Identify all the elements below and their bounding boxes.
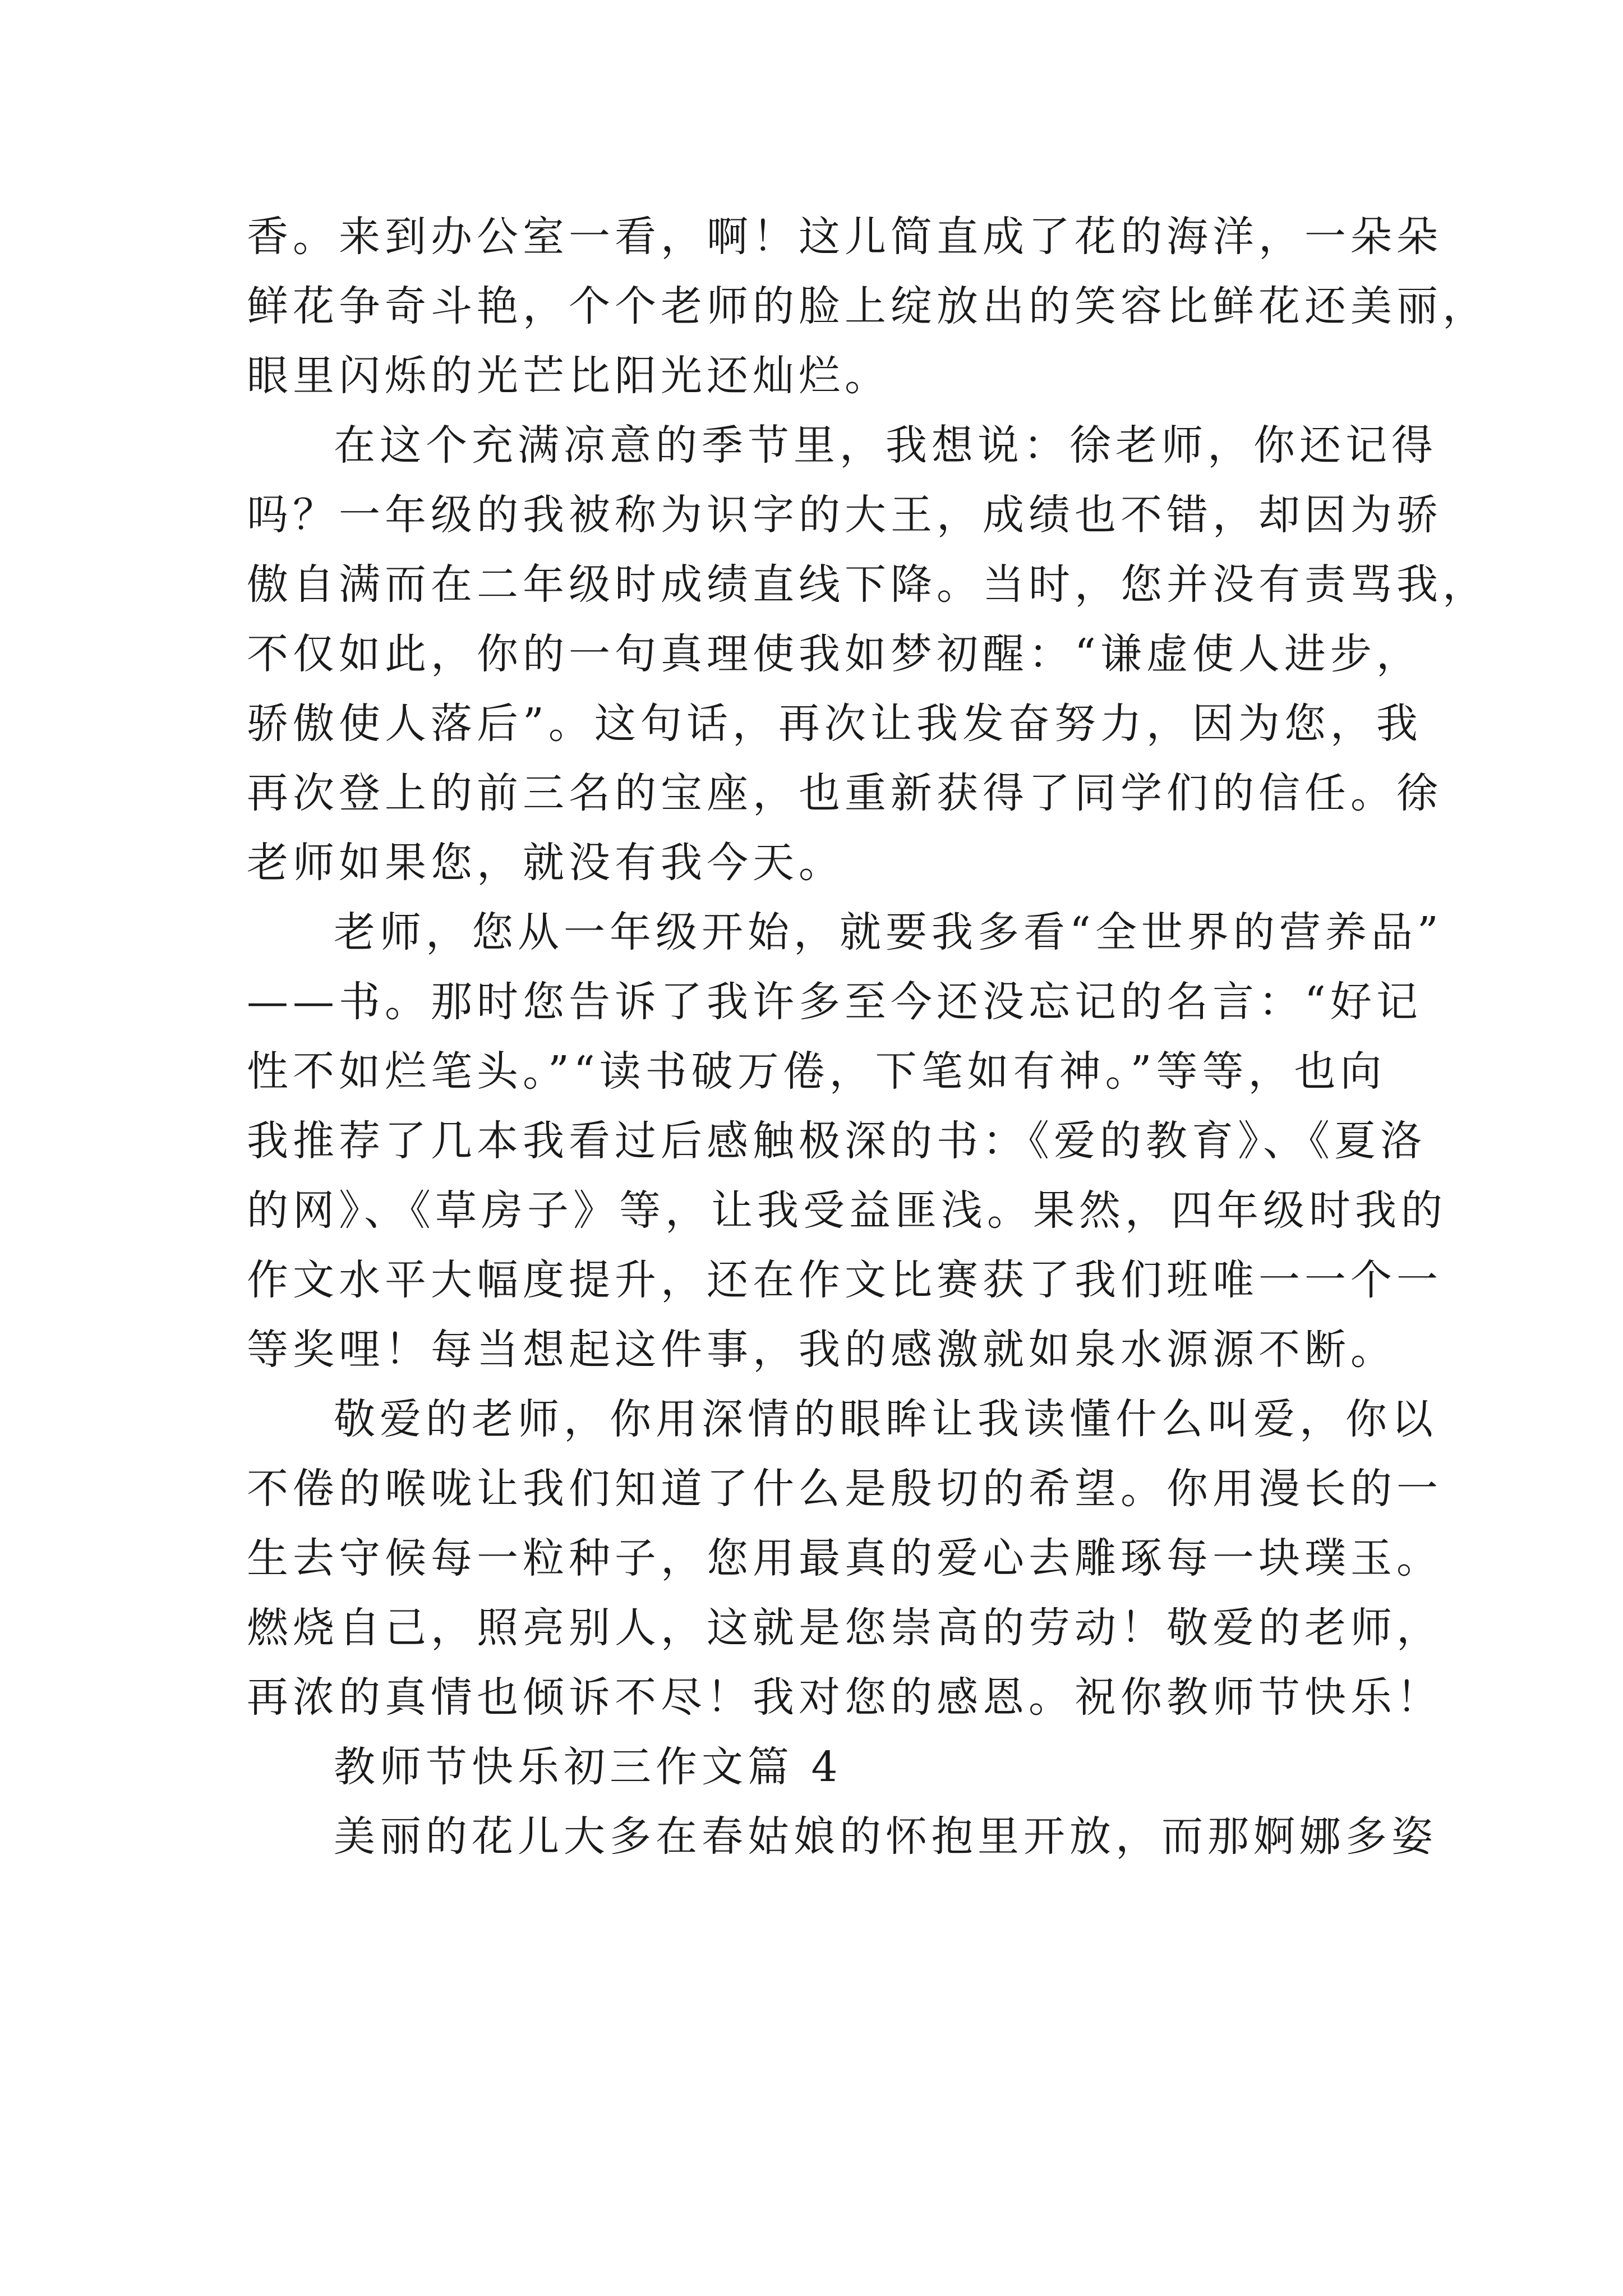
text-line: 敬爱的老师，你用深情的眼眸让我读懂什么叫爱，你以 <box>334 1395 1437 1443</box>
document-body <box>247 202 1488 1871</box>
text-line: 老师如果您，就没有我今天。 <box>247 839 845 887</box>
text-line: 不倦的喉咙让我们知道了什么是殷切的希望。你用漫长的一 <box>247 1465 1442 1513</box>
text-line: 美丽的花儿大多在春姑娘的怀抱里开放，而那婀娜多姿 <box>334 1812 1437 1861</box>
text-line: 燃烧自己，照亮别人，这就是您崇高的劳动！敬爱的老师， <box>247 1604 1442 1652</box>
text-line: 再浓的真情也倾诉不尽！我对您的感恩。祝你教师节快乐！ <box>247 1673 1442 1722</box>
text-line: 生去守候每一粒种子，您用最真的爱心去雕琢每一块璞玉。 <box>247 1534 1442 1582</box>
text-line: 傲自满而在二年级时成绩直线下降。当时，您并没有责骂我， <box>247 560 1488 609</box>
text-line: 等奖哩！每当想起这件事，我的感激就如泉水源源不断。 <box>247 1326 1396 1374</box>
text-line: 我推荐了几本我看过后感触极深的书：《爱的教育》、《夏洛 <box>247 1117 1426 1165</box>
text-line: 吗？一年级的我被称为识字的大王，成绩也不错，却因为骄 <box>247 491 1442 539</box>
section-heading: 教师节快乐初三作文篇 4 <box>334 1743 842 1791</box>
text-line: 的网》、《草房子》等，让我受益匪浅。果然，四年级时我的 <box>247 1186 1447 1235</box>
text-line: 性不如烂笔头。”“读书破万倦，下笔如有神。”等等，也向 <box>247 1047 1386 1096</box>
text-line: 老师，您从一年级开始，就要我多看“全世界的营养品” <box>334 908 1443 956</box>
text-line: 鲜花争奇斗艳，个个老师的脸上绽放出的笑容比鲜花还美丽， <box>247 282 1488 330</box>
text-line: 在这个充满凉意的季节里，我想说：徐老师，你还记得 <box>334 421 1437 470</box>
text-line: 香。来到办公室一看，啊！这儿简直成了花的海洋，一朵朵 <box>247 213 1442 261</box>
text-line: 不仅如此，你的一句真理使我如梦初醒：“谦虚使人进步， <box>247 630 1422 678</box>
text-line: 骄傲使人落后”。这句话，再次让我发奋努力，因为您，我 <box>247 700 1422 748</box>
text-line: 眼里闪烁的光芒比阳光还灿烂。 <box>247 352 891 400</box>
text-line: 作文水平大幅度提升，还在作文比赛获了我们班唯一一个一 <box>247 1256 1442 1304</box>
text-line: ——书。那时您告诉了我许多至今还没忘记的名言：“好记 <box>247 978 1422 1026</box>
text-line: 再次登上的前三名的宝座，也重新获得了同学们的信任。徐 <box>247 769 1442 817</box>
